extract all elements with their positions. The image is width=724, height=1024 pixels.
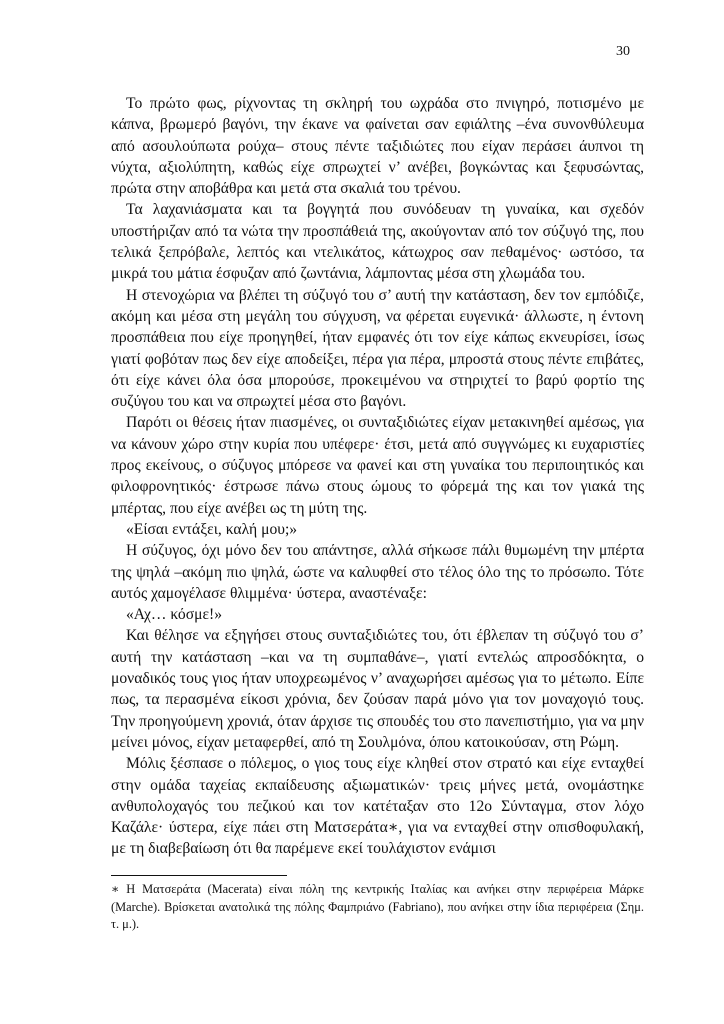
paragraph: Η σύζυγος, όχι μόνο δεν του απάντησε, αλλά σήκωσε πάλι θυμωμένη την μπέρτα της ψηλά –ακόμη πιο ψηλά, ώστε να καλυφθεί στο τέλος όλο της το πρόσωπο. Τότε αυτός χαμογέλασε θλιμμένα· ύστερα, αναστέναξε: xyxy=(111,542,644,602)
paragraph: Το πρώτο φως, ρίχνοντας τη σκληρή του ωχράδα στο πνιγηρό, ποτισμένο με κάπνα, βρωμερό βαγόνι, την έκανε να φαίνεται σαν εφιάλτης –ένα συνονθύλευμα από ασουλούπωτα ρούχα– στους πέντε ταξιδιώτες που είχαν περάσει άυπνοι τη νύχτα, αξιολύπητη, καθώς είχε σπρωχτεί ν’ ανέβει, βογκώντας και ξεφυσώντας, πρώτα στην αποβάθρα και μετά στα σκαλιά του τρένου. xyxy=(111,95,644,198)
page-number: 30 xyxy=(616,44,630,59)
dialogue-line: «Είσαι εντάξει, καλή μου;» xyxy=(126,520,298,538)
paragraph: Μόλις ξέσπασε ο πόλεμος, ο γιος τους είχε κληθεί στον στρατό και είχε ενταχθεί στην ομάδα ταχείας εκπαίδευσης αξιωματικών· τρεις μήνες μετά, ονομάστηκε ανθυπολοχαγός του πεζικού και τον κατέταξαν στο 12ο Σύνταγμα, στον λόχο Καζάλε· ύστερα, είχε πάει στη Ματσεράτα∗, για να ενταχθεί στην οπισθοφυλακή, με τη διαβεβαίωση ότι θα παρέμενε εκεί τουλάχιστον ενάμισι xyxy=(111,755,644,858)
dialogue-line: «Αχ… κόσμε!» xyxy=(126,606,223,624)
paragraph: Τα λαχανιάσματα και τα βογγητά που συνόδευαν τη γυναίκα, και σχεδόν υποστήριζαν από τα νώτα την προσπάθειά της, ακούγονταν από τον σύζυγό της, που τελικά ξεπρόβαλε, λεπτός και ντελικάτος, κάτωχρος σαν πεθαμένος· ωστόσο, τα μικρά του μάτια έσφυζαν από ζωντάνια, λάμποντας μέσα στη χλωμάδα του. xyxy=(111,201,644,283)
paragraph: Παρότι οι θέσεις ήταν πιασμένες, οι συνταξιδιώτες είχαν μετακινηθεί αμέσως, για να κάνουν χώρο στην κυρία που υπέφερε· έτσι, μετά από συγγνώμες κι ευχαριστίες προς εκείνους, ο σύζυγος μπόρεσε να φανεί και στη γυναίκα του περιποιητικός και φιλοφρονητικός· έστρωσε πάνω στους ώμους το φόρεμά της και τον γιακά της μπέρτας, που είχε ανέβει ως τη μύτη της. xyxy=(111,414,644,517)
paragraph: Και θέλησε να εξηγήσει στους συνταξιδιώτες του, ότι έβλεπαν τη σύζυγό του σ’ αυτή την κατάσταση –και να τη συμπαθάνε–, γιατί εντελώς απροσδόκητα, ο μοναδικός τους γιος ήταν υποχρεωμένος ν’ αναχωρήσει αμέσως για το μέτωπο. Είπε πως, τα περασμένα είκοσι χρόνια, δεν ζούσαν παρά μόνο για τον μοναχογιό τους. Την προηγούμενη χρονιά, όταν άρχισε τις σπουδές του στο πανεπιστήμιο, για να μην μείνει μόνος, είχαν μεταφερθεί, από τη Σουλμόνα, όπου κατοικούσαν, στη Ρώμη. xyxy=(111,627,644,751)
body-text xyxy=(111,93,644,860)
footnote-divider xyxy=(111,875,287,876)
paragraph: Η στενοχώρια να βλέπει τη σύζυγό του σ’ αυτή την κατάσταση, δεν τον εμπόδιζε, ακόμη και μέσα στη μεγάλη του σύγχυση, να φέρεται ευγενικά· άλλωστε, η έντονη προσπάθεια που είχε προηγηθεί, ήταν εμφανές ότι τον είχε κάπως εκνευρίσει, ίσως γιατί φοβόταν πως δεν είχε αποδείξει, πέρα για πέρα, μπροστά στους πέντε επιβάτες, ότι είχε κάνει όλα όσα μπορούσε, προκειμένου να στηριχτεί το βαρύ φορτίο της συζύγου του και να σπρωχτεί μέσα στο βαγόνι. xyxy=(111,286,644,411)
footnote: ∗ Η Ματσεράτα (Macerata) είναι πόλη της κεντρικής Ιταλίας και ανήκει στην περιφέρεια Μάρκε (Marche). Βρίσκεται ανατολικά της πόλης Φαμπριάνο (Fabriano), που ανήκει στην ίδια περιφέρεια (Σημ. τ. μ.). xyxy=(111,882,644,932)
